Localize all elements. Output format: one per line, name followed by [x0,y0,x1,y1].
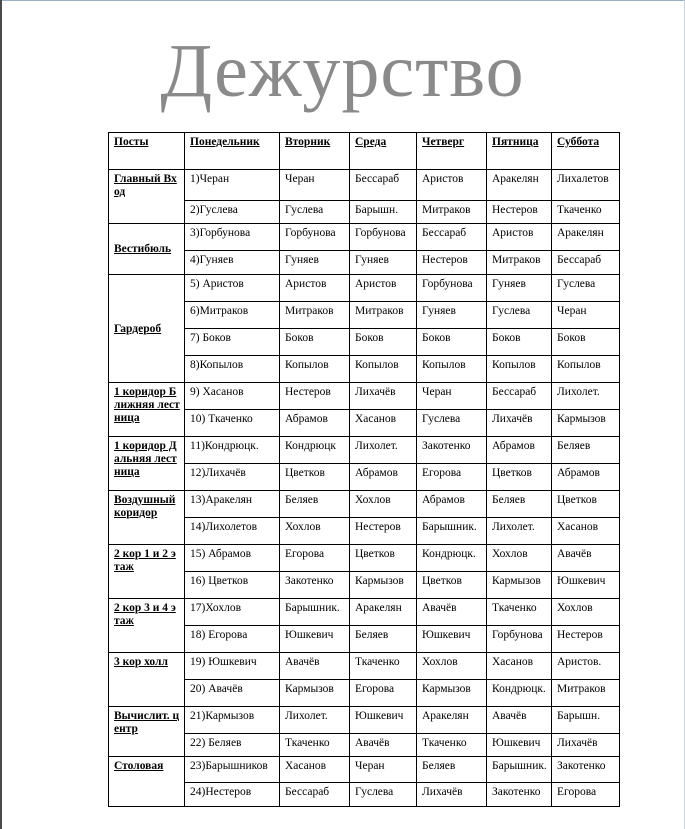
duty-cell: Абрамов [552,464,620,491]
duty-table [108,132,620,807]
duty-cell: Авачёв [552,545,620,572]
duty-cell: Аристов [280,275,350,302]
duty-cell: Беляев [552,437,620,464]
duty-cell: Закотенко [417,437,487,464]
table-row [109,224,620,251]
duty-cell: Юшкевич [487,734,552,757]
duty-cell: Черан [350,757,417,783]
duty-cell: Нестеров [280,383,350,410]
post-name-cell: 2 кор 1 и 2 этаж [109,545,185,599]
duty-cell: Копылов [552,356,620,383]
table-row [109,757,620,783]
duty-cell: Аракелян [350,599,417,626]
table-row [109,734,620,757]
table-row [109,251,620,275]
duty-cell: 24)Нестеров [185,783,280,807]
duty-cell: Гуслева [417,410,487,437]
duty-cell: Боков [280,329,350,356]
duty-cell: Черан [280,170,350,201]
post-name-cell: 1 коридор Ближняя лестница [109,383,185,437]
duty-cell: 13)Аракелян [185,491,280,518]
duty-cell: Юшкевич [280,626,350,653]
duty-cell: Кармызов [552,410,620,437]
duty-cell: Ткаченко [280,734,350,757]
table-body [109,170,620,807]
duty-cell: Гуняев [417,302,487,329]
duty-cell: Ткаченко [417,734,487,757]
duty-cell: Митраков [280,302,350,329]
duty-cell: 8)Копылов [185,356,280,383]
duty-cell: Егорова [280,545,350,572]
duty-cell: Бессараб [350,170,417,201]
table-row [109,356,620,383]
column-header: Суббота [552,133,620,170]
table-header-row [109,133,620,170]
duty-cell: Бессараб [487,383,552,410]
duty-cell: Хохлов [487,545,552,572]
post-name-cell: Гардероб [109,275,185,383]
duty-cell: 20) Авачёв [185,680,280,707]
duty-cell: Цветков [552,491,620,518]
duty-cell: Беляев [417,757,487,783]
duty-cell: Гуняев [487,275,552,302]
duty-cell: Юшкевич [417,626,487,653]
column-header: Посты [109,133,185,170]
duty-cell: Барышн. [552,707,620,734]
duty-cell: Авачёв [350,734,417,757]
duty-cell: Нестеров [350,518,417,545]
duty-cell: Гуслева [350,783,417,807]
duty-cell: Боков [350,329,417,356]
duty-cell: Копылов [350,356,417,383]
duty-cell: Гуняев [280,251,350,275]
table-row [109,599,620,626]
duty-cell: 18) Егорова [185,626,280,653]
duty-cell: Митраков [552,680,620,707]
duty-cell: Юшкевич [552,572,620,599]
duty-cell: Лихолет. [280,707,350,734]
duty-cell: 1)Черан [185,170,280,201]
duty-cell: Абрамов [487,437,552,464]
post-name-cell: Воздушный коридор [109,491,185,545]
duty-cell: Ткаченко [350,653,417,680]
duty-cell: Горбунова [487,626,552,653]
post-name-cell: Вестибюль [109,224,185,275]
duty-cell: 22) Беляев [185,734,280,757]
duty-cell: Авачёв [280,653,350,680]
duty-cell: Хасанов [350,410,417,437]
duty-cell: Абрамов [417,491,487,518]
duty-cell: Аракелян [417,707,487,734]
duty-cell: Боков [552,329,620,356]
duty-cell: 23)Барышников [185,757,280,783]
duty-cell: Закотенко [487,783,552,807]
duty-cell: Цветков [350,545,417,572]
duty-cell: Боков [417,329,487,356]
duty-cell: 17)Хохлов [185,599,280,626]
duty-cell: Барышн. [350,201,417,224]
duty-cell: 10) Ткаченко [185,410,280,437]
table-row [109,653,620,680]
duty-cell: Егорова [350,680,417,707]
duty-cell: Копылов [280,356,350,383]
table-row [109,491,620,518]
duty-cell: Копылов [417,356,487,383]
duty-cell: Черан [417,383,487,410]
post-name-cell: 1 коридор Дальняя лестница [109,437,185,491]
duty-cell: Закотенко [280,572,350,599]
duty-cell: Авачёв [417,599,487,626]
table-row [109,329,620,356]
table-row [109,707,620,734]
duty-cell: Барышник. [280,599,350,626]
duty-cell: 11)Кондрюцк. [185,437,280,464]
post-name-cell: Главный Вход [109,170,185,224]
duty-cell: Юшкевич [350,707,417,734]
duty-cell: Кондрюцк. [487,680,552,707]
table-row [109,572,620,599]
table-row [109,383,620,410]
duty-cell: Митраков [417,201,487,224]
table-row [109,626,620,653]
duty-cell: Лихачёв [417,783,487,807]
duty-cell: Хохлов [280,518,350,545]
duty-cell: Черан [552,302,620,329]
duty-cell: Ткаченко [552,201,620,224]
column-header: Пятница [487,133,552,170]
duty-cell: Барышник. [417,518,487,545]
duty-cell: Егорова [417,464,487,491]
duty-cell: Лихачёв [552,734,620,757]
column-header: Четверг [417,133,487,170]
duty-cell: Лихолет. [552,383,620,410]
duty-cell: Горбунова [350,224,417,251]
duty-cell: Копылов [487,356,552,383]
duty-cell: Лихачёв [487,410,552,437]
duty-cell: Хасанов [487,653,552,680]
table-row [109,275,620,302]
duty-cell: Лихолет. [350,437,417,464]
duty-cell: 16) Цветков [185,572,280,599]
duty-cell: Кармызов [350,572,417,599]
post-name-cell: Столовая [109,757,185,807]
table-row [109,518,620,545]
duty-cell: Ткаченко [487,599,552,626]
duty-cell: Гуняев [350,251,417,275]
column-header: Вторник [280,133,350,170]
duty-cell: 9) Хасанов [185,383,280,410]
duty-cell: Бессараб [280,783,350,807]
table-row [109,201,620,224]
duty-cell: Кондрюцк. [417,545,487,572]
table-row [109,410,620,437]
duty-cell: 19) Юшкевич [185,653,280,680]
duty-cell: Цветков [417,572,487,599]
duty-cell: 14)Лихолетов [185,518,280,545]
duty-cell: 15) Абрамов [185,545,280,572]
duty-cell: 4)Гуняев [185,251,280,275]
duty-cell: Абрамов [350,464,417,491]
duty-cell: Аристов [417,170,487,201]
page-top-edge [0,0,685,1]
duty-cell: Хохлов [552,599,620,626]
duty-cell: Абрамов [280,410,350,437]
duty-cell: Нестеров [552,626,620,653]
post-name-cell: Вычислит. центр [109,707,185,757]
duty-cell: Гуслева [280,201,350,224]
duty-cell: Нестеров [417,251,487,275]
duty-cell: Горбунова [417,275,487,302]
post-name-cell: 2 кор 3 и 4 этаж [109,599,185,653]
duty-cell: Барышник. [487,757,552,783]
duty-cell: Кармызов [417,680,487,707]
table-row [109,680,620,707]
duty-cell: Кармызов [487,572,552,599]
duty-cell: Аракелян [487,170,552,201]
duty-cell: Хохлов [350,491,417,518]
duty-cell: Кармызов [280,680,350,707]
duty-cell: 6)Митраков [185,302,280,329]
duty-cell: Митраков [350,302,417,329]
duty-cell: Хасанов [280,757,350,783]
duty-cell: Цветков [487,464,552,491]
page-title: Дежурство [160,29,525,113]
duty-cell: 7) Боков [185,329,280,356]
duty-cell: Хохлов [417,653,487,680]
table-row [109,302,620,329]
duty-cell: Лихалетов [552,170,620,201]
duty-cell: 5) Аристов [185,275,280,302]
table-row [109,783,620,807]
duty-cell: Митраков [487,251,552,275]
duty-cell: Бессараб [552,251,620,275]
duty-cell: Беляев [350,626,417,653]
duty-cell: Гуслева [552,275,620,302]
duty-cell: Гуслева [487,302,552,329]
duty-cell: 21)Кармызов [185,707,280,734]
duty-cell: Аристов [350,275,417,302]
table-row [109,464,620,491]
duty-cell: Цветков [280,464,350,491]
duty-cell: Боков [487,329,552,356]
duty-cell: Кондрюцк [280,437,350,464]
duty-cell: Нестеров [487,201,552,224]
duty-cell: Бессараб [417,224,487,251]
post-name-cell: 3 кор холл [109,653,185,707]
table-row [109,437,620,464]
duty-cell: Лихачёв [350,383,417,410]
duty-cell: Закотенко [552,757,620,783]
duty-cell: Аристов. [552,653,620,680]
duty-cell: 12)Лихачёв [185,464,280,491]
column-header: Среда [350,133,417,170]
duty-cell: Авачёв [487,707,552,734]
column-header: Понедельник [185,133,280,170]
table-row [109,170,620,201]
duty-cell: Аракелян [552,224,620,251]
page-left-edge [0,0,2,829]
duty-cell: Хасанов [552,518,620,545]
duty-cell: Беляев [487,491,552,518]
duty-cell: Аристов [487,224,552,251]
table-row [109,545,620,572]
duty-cell: Лихолет. [487,518,552,545]
duty-cell: Беляев [280,491,350,518]
duty-cell: 2)Гуслева [185,201,280,224]
duty-cell: Горбунова [280,224,350,251]
duty-cell: Егорова [552,783,620,807]
duty-cell: 3)Горбунова [185,224,280,251]
